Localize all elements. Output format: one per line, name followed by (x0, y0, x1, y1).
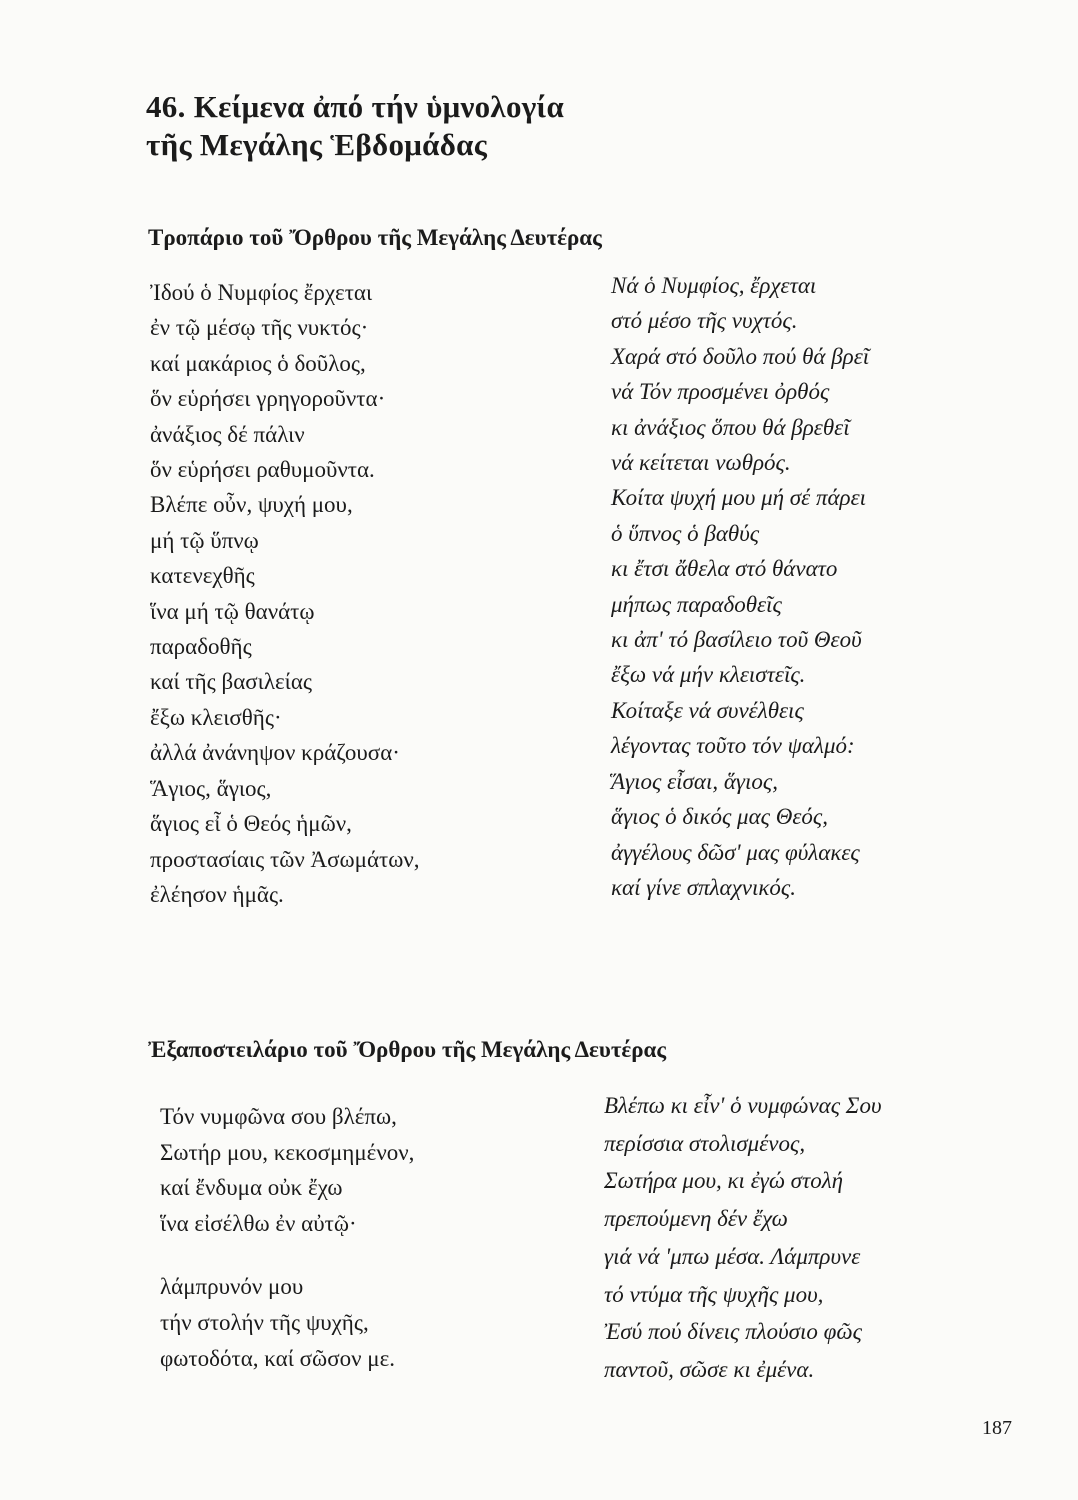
verse-line: Χαρά στό δοῦλο πού θά βρεῖ (611, 343, 870, 369)
verse-line: παραδοθῆς (150, 634, 252, 660)
verse-line: ἐλέησον ἡμᾶς. (150, 881, 284, 907)
verse-line: καί τῆς βασιλείας (150, 669, 312, 695)
verse-line: ἔξω νά μήν κλειστεῖς. (611, 662, 806, 688)
verse-line: μήπως παραδοθεῖς (611, 591, 782, 617)
verse-line: καί μακάριος ὁ δοῦλος, (150, 350, 366, 376)
verse-line: ἀλλά ἀνάνηψον κράζουσα· (150, 740, 400, 766)
verse-line: ὅν εὑρήσει γρηγοροῦντα· (150, 386, 386, 412)
verse-line: νά κείτεται νωθρός. (611, 450, 791, 476)
verse-line: καί ἔνδυμα οὐκ ἔχω (160, 1175, 343, 1201)
verse-line: νά Τόν προσμένει ὀρθός (611, 379, 830, 405)
verse-line: φωτοδότα, καί σῶσον με. (160, 1345, 395, 1371)
verse-line: Νά ὁ Νυμφίος, ἔρχεται (611, 273, 817, 298)
verse-line: ἐν τῷ μέσῳ τῆς νυκτός· (150, 315, 369, 341)
chapter-title (146, 88, 564, 164)
verse-line: Τόν νυμφῶνα σου βλέπω, (160, 1104, 397, 1129)
verse-line: Κοίταξε νά συνέλθεις (611, 697, 804, 723)
verse-line: Ἅγιος, ἅγιος, (150, 775, 272, 801)
verse-line: Σωτήρα μου, κι ἐγώ στολή (604, 1168, 844, 1194)
verse-line: πρεπούμενη δέν ἔχω (604, 1206, 788, 1232)
verse-line: ἀνάξιος δέ πάλιν (150, 421, 305, 447)
verse-line: ἅγιος ὁ δικός μας Θεός, (611, 804, 829, 830)
exaposteilarion-original-text (160, 1099, 414, 1376)
page-number: 187 (982, 1417, 1012, 1439)
verse-line: λέγοντας τοῦτο τόν ψαλμό: (611, 733, 855, 759)
verse-line: Σωτήρ μου, κεκοσμημένον, (160, 1139, 415, 1165)
verse-line: καί γίνε σπλαχνικός. (611, 874, 796, 900)
verse-line: Ἐσύ πού δίνεις πλούσιο φῶς (604, 1319, 862, 1345)
chapter-title-line: 46. Κείμενα ἀπό τήν ὑμνολογία (146, 89, 565, 124)
exaposteilarion-heading: Ἐξαποστειλάριο τοῦ Ὄρθρου τῆς Μεγάλης Δευτέρας (148, 1037, 667, 1062)
verse-line: περίσσια στολισμένος, (604, 1130, 806, 1156)
verse-line: μή τῷ ὕπνῳ (150, 527, 259, 553)
verse-line: κι ἔτσι ἄθελα στό θάνατο (611, 556, 838, 582)
verse-line: Κοίτα ψυχή μου μή σέ πάρει (611, 485, 867, 511)
verse-line: κατενεχθῆς (150, 563, 255, 589)
verse-line: Ἅγιος εἶσαι, ἅγιος, (611, 768, 778, 794)
verse-line: στό μέσο τῆς νυχτός. (611, 308, 798, 334)
troparion-original-text (150, 275, 420, 912)
verse-line: τό ντύμα τῆς ψυχῆς μου, (604, 1281, 824, 1307)
verse-line: ἔξω κλεισθῆς· (150, 704, 282, 730)
verse-line: προστασίαις τῶν Ἀσωμάτων, (150, 846, 420, 872)
verse-line: Ἰδού ὁ Νυμφίος ἔρχεται (150, 280, 373, 305)
troparion-modern-text (611, 268, 869, 905)
verse-line: ὅν εὑρήσει ραθυμοῦντα. (150, 457, 375, 483)
troparion-heading: Τροπάριο τοῦ Ὄρθρου τῆς Μεγάλης Δευτέρας (148, 225, 602, 250)
verse-line: ὁ ὕπνος ὁ βαθύς (611, 520, 760, 546)
verse-line: Βλέπε οὖν, ψυχή μου, (150, 492, 353, 518)
verse-line: τήν στολήν τῆς ψυχῆς, (160, 1309, 369, 1335)
verse-line: γιά νά 'μπω μέσα. Λάμπρυνε (604, 1243, 861, 1269)
chapter-title-line: τῆς Μεγάλης Ἑβδομάδας (146, 127, 488, 162)
verse-line: κι ἀπ' τό βασίλειο τοῦ Θεοῦ (611, 627, 862, 653)
verse-line: Βλέπω κι εἶν' ὁ νυμφώνας Σου (604, 1093, 882, 1118)
verse-line: ἵνα μή τῷ θανάτῳ (150, 598, 315, 624)
verse-line: παντοῦ, σῶσε κι ἐμένα. (604, 1356, 815, 1382)
verse-line: ἵνα εἰσέλθω ἐν αὐτῷ· (160, 1210, 357, 1236)
verse-line: κι ἀνάξιος ὅπου θά βρεθεῖ (611, 414, 850, 440)
verse-line: λάμπρυνόν μου (160, 1274, 304, 1300)
exaposteilarion-modern-text (604, 1087, 882, 1389)
verse-line: ἅγιος εἶ ὁ Θεός ἡμῶν, (150, 811, 352, 837)
stanza-break (160, 1241, 414, 1269)
verse-line: ἀγγέλους δῶσ' μας φύλακες (611, 839, 860, 865)
